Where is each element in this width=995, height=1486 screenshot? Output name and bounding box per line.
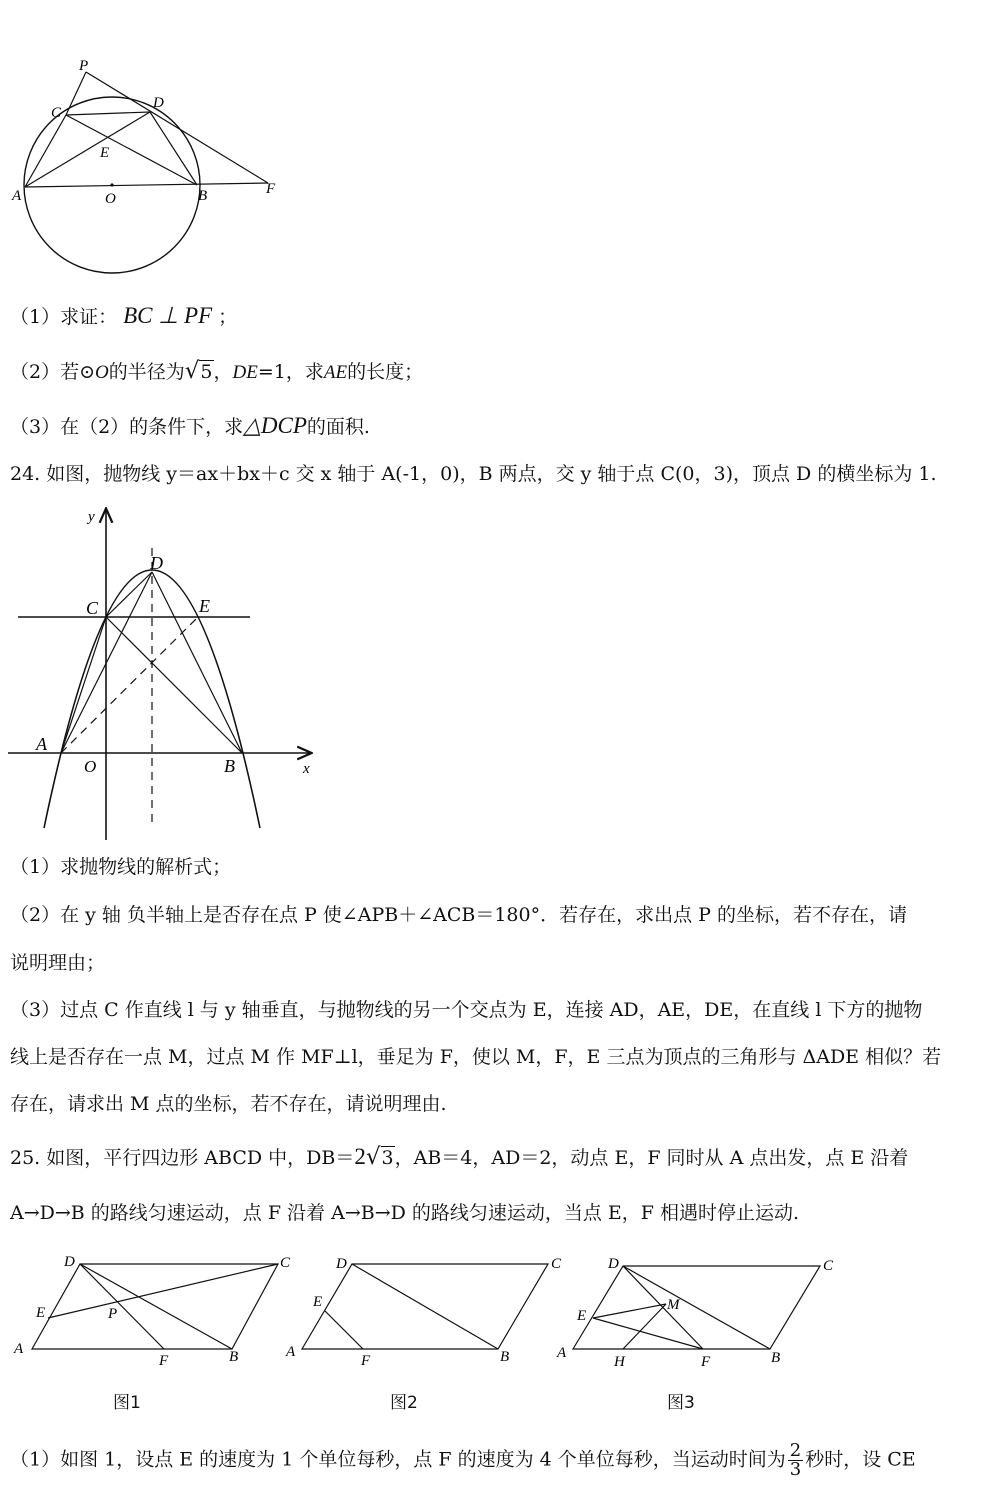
q23-part2-text-d: =1，求: [257, 361, 324, 383]
q24-label-D: D: [150, 553, 163, 573]
q23-part3-text-a: （3）在（2）的条件下，求: [10, 416, 244, 438]
q25-stem-text-b: ，AB＝4，AD＝2，动点 E，F 同时从 A 点出发，点 E 沿着: [394, 1147, 909, 1169]
q25-fig1-label-F: F: [159, 1353, 169, 1369]
q25-part1-text-a: （1）如图 1，设点 E 的速度为 1 个单位每秒，点 F 的速度为 4 个单位每秒，当运动时间为: [10, 1448, 786, 1471]
q25-figure-3: [550, 1245, 850, 1375]
q25-time-fraction: [788, 1442, 803, 1479]
q24-parabola-figure: [0, 500, 330, 845]
q23-label-P: P: [79, 58, 89, 74]
q25-fig3-label-F: F: [701, 1354, 711, 1370]
q25-part1-text-b: 秒时，设 CE: [805, 1448, 916, 1471]
q23-part2-text-e: 的长度；: [347, 361, 424, 383]
q24-part3-line2: 线上是否存在一点 M，过点 M 作 MF⊥l，垂足为 F，使以 M，F，E 三点为顶点的三角形与 ΔADE 相似？若: [10, 1046, 942, 1068]
q24-label-O: O: [84, 757, 97, 776]
q24-label-C: C: [86, 598, 99, 618]
q25-fig2-label-D: D: [336, 1256, 347, 1272]
q25-time-denominator: 3: [789, 1459, 802, 1480]
q23-part3: [10, 412, 370, 441]
q25-fig2-label-C: C: [551, 1256, 562, 1272]
q23-part2-circle-name: O: [95, 362, 109, 383]
q25-fig1-label-B: B: [229, 1349, 239, 1365]
q23-part3-triangle: △DCP: [243, 413, 307, 438]
q24-part1: （1）求抛物线的解析式；: [10, 856, 232, 878]
q24-label-B: B: [224, 756, 235, 776]
q23-part3-text-b: 的面积.: [306, 416, 370, 438]
q24-stem: 24. 如图，抛物线 y＝ax＋bx＋c 交 x 轴于 A(-1，0)，B 两点，交 y 轴于点 C(0，3)，顶点 D 的横坐标为 1.: [10, 463, 937, 485]
q25-stem-line1: [10, 1143, 908, 1172]
q25-fig2-label-F: F: [361, 1353, 371, 1369]
q23-label-F: F: [266, 181, 276, 197]
q24-label-A: A: [36, 734, 47, 754]
q25-fig1-label-P: P: [108, 1306, 118, 1322]
q23-label-C: C: [51, 105, 62, 121]
q25-fig3-label-H: H: [614, 1354, 625, 1370]
q24-part3-line3: 存在，请求出 M 点的坐标，若不存在，请说明理由.: [10, 1093, 447, 1115]
q23-part1-suffix: ；: [218, 306, 238, 328]
q25-fig3-label-C: C: [823, 1258, 834, 1274]
q23-circle-figure: [0, 50, 300, 290]
q25-stem-text-a: 25. 如图，平行四边形 ABCD 中，DB＝: [10, 1147, 355, 1169]
q25-fig2-label-E: E: [313, 1294, 323, 1310]
q23-radius-sqrt: √5: [184, 358, 213, 384]
q24-part3-line1: （3）过点 C 作直线 l 与 y 轴垂直，与抛物线的另一个交点为 E，连接 AD，AE，DE，在直线 l 下方的抛物: [10, 999, 923, 1021]
q24-label-x: x: [303, 761, 310, 777]
q25-fig2-label-B: B: [500, 1349, 510, 1365]
q23-part2-text-a: （2）若⊙: [10, 361, 96, 383]
q25-stem-sqrt: √3: [365, 1144, 394, 1170]
q25-figure-1: [0, 1245, 310, 1375]
q25-fig3-label-A: A: [557, 1345, 567, 1361]
q25-fig3-label-D: D: [608, 1256, 619, 1272]
q25-fig2-caption: 图2: [390, 1393, 418, 1413]
q23-part1-math: BC ⊥ PF: [123, 303, 213, 328]
q23-label-A: A: [12, 188, 22, 204]
q25-figure-2: [280, 1245, 580, 1375]
q25-fig3-caption: 图3: [667, 1393, 695, 1413]
q25-fig3-label-B: B: [771, 1350, 781, 1366]
q23-part2-DE: DE: [232, 362, 258, 383]
q25-fig3-label-E: E: [577, 1308, 587, 1324]
q23-label-B: B: [198, 188, 208, 204]
q25-fig2-label-A: A: [286, 1344, 296, 1360]
q25-fig3-label-M: M: [667, 1297, 680, 1313]
q25-time-numerator: 2: [789, 1440, 802, 1461]
q24-part2-line2: 说明理由；: [10, 952, 106, 974]
q23-part2-text-b: 的半径为: [108, 361, 185, 383]
q23-part1-prefix: （1）求证：: [10, 306, 118, 328]
q25-part1: [10, 1442, 916, 1479]
q25-fig1-caption: 图1: [113, 1393, 141, 1413]
q25-stem-radicand: 3: [381, 1147, 394, 1169]
q23-label-D: D: [153, 95, 164, 111]
q24-label-E: E: [199, 596, 210, 616]
q25-stem-line2: A→D→B 的路线匀速运动，点 F 沿着 A→B→D 的路线匀速运动，当点 E，F 相遇时停止运动.: [10, 1202, 800, 1224]
q23-label-E: E: [100, 145, 110, 161]
q25-fig1-label-A: A: [14, 1341, 24, 1357]
q25-fig1-label-C: C: [280, 1255, 291, 1271]
q23-label-O: O: [105, 191, 116, 207]
q23-part1: [10, 302, 237, 331]
q25-stem-coef: 2: [354, 1144, 366, 1169]
q24-part2-line1: （2）在 y 轴 负半轴上是否存在点 P 使∠APB＋∠ACB＝180°．若存在，求出点 P 的坐标，若不存在，请: [10, 904, 907, 926]
q23-part2: [10, 357, 423, 387]
q23-part2-text-c: ，: [213, 361, 233, 383]
q23-part2-AE: AE: [323, 362, 348, 383]
q24-label-y: y: [88, 509, 95, 525]
q23-radius-radicand: 5: [200, 361, 213, 383]
q25-fig1-label-E: E: [36, 1305, 46, 1321]
q25-fig1-label-D: D: [64, 1254, 75, 1270]
